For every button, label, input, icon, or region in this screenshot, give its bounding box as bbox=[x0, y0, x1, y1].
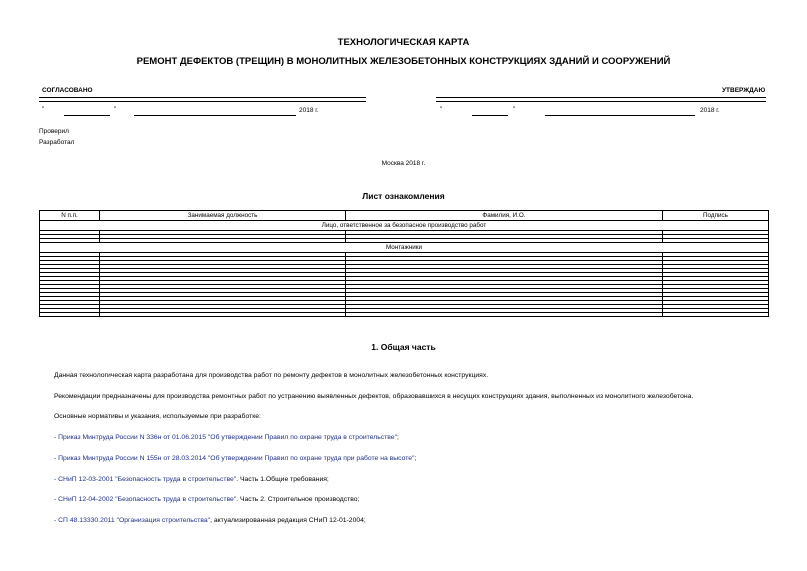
reference-link[interactable]: - Приказ Минтруда России N 155н от 28.03.2014 "Об утверждении Правил по охране труда при работе на высоте" bbox=[54, 455, 415, 462]
column-header-position: Занимаемая должность bbox=[100, 211, 346, 221]
approve-double-line bbox=[436, 97, 766, 102]
approve-quote-open: " bbox=[440, 106, 443, 113]
section1-paragraph-2: Рекомендации предназначены для производства ремонтных работ по устранению выявленных дефектов, образовавшихся в несущих конструкциях здания, выполненных из монолитного железобетона. bbox=[54, 393, 694, 400]
approve-label: УТВЕРЖДАЮ bbox=[722, 87, 766, 94]
section-row-responsible bbox=[40, 221, 769, 231]
agreed-year: 2018 г. bbox=[299, 107, 319, 114]
section1-paragraph-3: Основные нормативы и указания, используемые при разработке: bbox=[54, 413, 261, 420]
reference-item bbox=[54, 455, 416, 462]
reference-link[interactable]: - СП 48.13330.2011 "Организация строительства" bbox=[54, 517, 211, 524]
agreed-quote-open: " bbox=[42, 106, 45, 113]
section1-paragraph-1: Данная технологическая карта разработана для производства работ по ремонту дефектов в монолитных железобетонных конструкциях. bbox=[54, 372, 489, 379]
reference-link[interactable]: - СНиП 12-03-2001 "Безопасность труда в строительстве" bbox=[54, 476, 237, 483]
section-row-installers bbox=[40, 243, 769, 253]
approve-month-line bbox=[545, 114, 695, 116]
section1-heading: 1. Общая часть bbox=[371, 342, 436, 352]
column-header-name: Фамилия, И.О. bbox=[346, 211, 663, 221]
reference-item bbox=[54, 496, 359, 503]
approve-day-line bbox=[472, 114, 508, 116]
city-year: Москва 2018 г. bbox=[381, 160, 426, 167]
reference-tail: ; bbox=[396, 434, 399, 441]
agreed-label: СОГЛАСОВАНО bbox=[42, 87, 93, 94]
reference-tail: . Часть 1.Общие требования; bbox=[236, 476, 329, 483]
reference-link[interactable]: - Приказ Минтруда России N 336н от 01.06.2015 "Об утверждении Правил по охране труда в строительстве" bbox=[54, 434, 397, 441]
approve-year: 2018 г. bbox=[700, 107, 720, 114]
reference-tail: ; bbox=[414, 455, 417, 462]
reference-tail: . Часть 2. Строительное производство; bbox=[236, 496, 360, 503]
reference-item bbox=[54, 434, 399, 441]
column-header-number: N п.п. bbox=[40, 211, 100, 221]
document-subtitle: РЕМОНТ ДЕФЕКТОВ (ТРЕЩИН) В МОНОЛИТНЫХ ЖЕЛЕЗОБЕТОННЫХ КОНСТРУКЦИЯХ ЗДАНИЙ И СООРУЖЕНИЙ bbox=[136, 56, 671, 67]
familiarization-heading: Лист ознакомления bbox=[362, 191, 445, 201]
approve-quote-close: " bbox=[513, 106, 516, 113]
document-title: ТЕХНОЛОГИЧЕСКАЯ КАРТА bbox=[337, 37, 470, 48]
developed-label: Разработал bbox=[39, 139, 75, 146]
section-installers-label: Монтажники bbox=[40, 243, 769, 253]
familiarization-table bbox=[39, 210, 769, 317]
checked-label: Проверил bbox=[39, 128, 69, 135]
reference-link[interactable]: - СНиП 12-04-2002 "Безопасность труда в строительстве" bbox=[54, 496, 237, 503]
table-header-row bbox=[40, 211, 769, 221]
section-responsible-label: Лицо, ответственное за безопасное производство работ bbox=[40, 221, 769, 231]
table-row bbox=[40, 313, 769, 317]
reference-tail: , актуализированная редакция СНиП 12-01-2004; bbox=[210, 517, 366, 524]
agreed-month-line bbox=[134, 114, 296, 116]
agreed-double-line bbox=[39, 97, 366, 102]
agreed-day-line bbox=[64, 114, 110, 116]
reference-item bbox=[54, 517, 366, 524]
column-header-signature: Подпись bbox=[663, 211, 769, 221]
agreed-quote-close: " bbox=[114, 106, 117, 113]
reference-item bbox=[54, 476, 329, 483]
